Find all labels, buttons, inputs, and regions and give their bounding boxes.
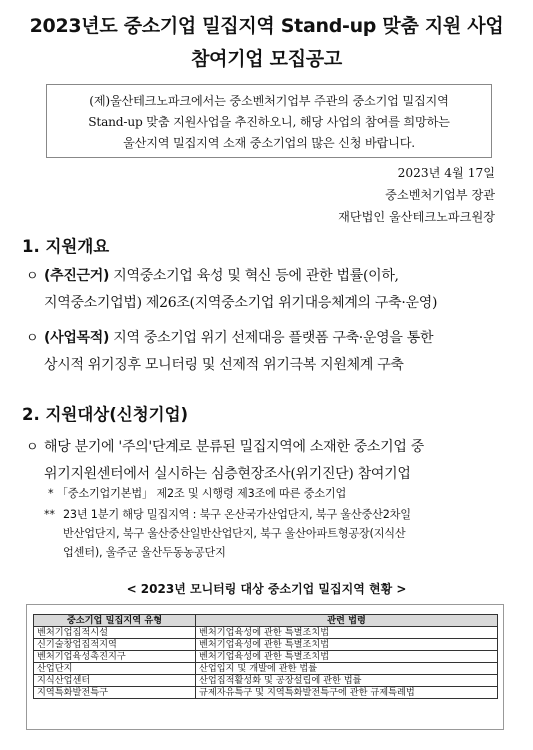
table-cell: 산업집적활성화 및 공장설립에 관한 법률 [196,675,498,687]
footnote-clusters [44,505,411,562]
table-row [34,687,498,699]
eligibility-item [26,434,518,488]
section-heading-overview: 1. 지원개요 [22,237,110,256]
table-header-row [34,615,498,627]
table-title: < 2023년 모니터링 대상 중소기업 밀집지역 현황 > [126,582,407,596]
footnote-sme-law: * 「중소기업기본법」 제2조 및 시행령 제3조에 따른 중소기업 [48,487,347,500]
table-row [34,663,498,675]
item-text: 해당 분기에 '주의'단계로 분류된 밀집지역에 소재한 중소기업 중 [44,439,424,455]
table-container [26,604,504,730]
footnote-text: 반산업단지, 북구 울산중산일반산업단지, 북구 울산아파트형공장(지식산 [63,527,406,540]
table-cell: 산업단지 [34,663,196,675]
org-signature: 재단법인 울산테크노파크원장 [338,210,495,224]
overview-item-purpose [26,325,518,379]
item-label: (사업목적) [44,330,110,346]
footnote-text: 업센터), 울주군 울산두동농공단지 [63,546,226,559]
intro-line: (제)울산테크노파크에서는 중소벤처기업부 주관의 중소기업 밀집지역 [89,94,449,108]
cluster-table [33,614,498,699]
table-cell: 벤처기업육성에 관한 특별조치법 [196,651,498,663]
table-cell: 지역특화발전특구 [34,687,196,699]
bullet-icon: ㅇ [26,269,39,284]
column-header: 중소기업 밀집지역 유형 [34,615,196,627]
intro-line: Stand-up 맞춤 지원사업을 추진하오니, 해당 사업의 참여를 희망하는 [88,115,450,129]
page-title: 2023년도 중소기업 밀집지역 Stand-up 맞춤 지원 사업 [29,15,504,37]
bullet-icon: ㅇ [26,440,39,455]
table-row [34,651,498,663]
intro-line: 울산지역 밀집지역 소재 중소기업의 많은 신청 바랍니다. [123,136,415,150]
footnote-mark: ** [44,508,55,521]
item-text: 지역 중소기업 위기 선제대응 플랫폼 구축·운영을 통한 [109,330,434,346]
bullet-icon: ㅇ [26,331,39,346]
table-row [34,675,498,687]
table-cell: 규제자유특구 및 지역특화발전특구에 관한 규제특례법 [196,687,498,699]
table-cell: 신기술창업집적지역 [34,639,196,651]
announcement-date: 2023년 4월 17일 [397,166,495,180]
table-cell: 지식산업센터 [34,675,196,687]
item-text: 위기지원센터에서 실시하는 심층현장조사(위기진단) 참여기업 [44,466,411,482]
footnote-text: 23년 1분기 해당 밀집지역 : 북구 온산국가산업단지, 북구 울산중산2차일 [63,508,411,521]
section-heading-eligibility: 2. 지원대상(신청기업) [22,405,189,424]
item-text: 지역중소기업법) 제26조(지역중소기업 위기대응체계의 구축·운영) [44,295,438,311]
table-row [34,639,498,651]
item-label: (추진근거) [44,268,110,284]
page-subtitle: 참여기업 모집공고 [191,48,342,70]
ministry-signature: 중소벤처기업부 장관 [385,188,495,202]
item-text: 상시적 위기징후 모니터링 및 선제적 위기극복 지원체계 구축 [44,357,404,373]
table-cell: 산업입지 및 개발에 관한 법률 [196,663,498,675]
overview-item-basis [26,263,518,317]
column-header: 관련 법령 [196,615,498,627]
table-row [34,627,498,639]
table-cell: 벤처기업육성에 관한 특별조치법 [196,639,498,651]
item-text: 지역중소기업 육성 및 혁신 등에 관한 법률(이하, [109,268,399,284]
table-cell: 벤처기업육성촉진지구 [34,651,196,663]
table-cell: 벤처기업육성에 관한 특별조치법 [196,627,498,639]
table-cell: 벤처기업집적시설 [34,627,196,639]
intro-box [46,84,492,158]
